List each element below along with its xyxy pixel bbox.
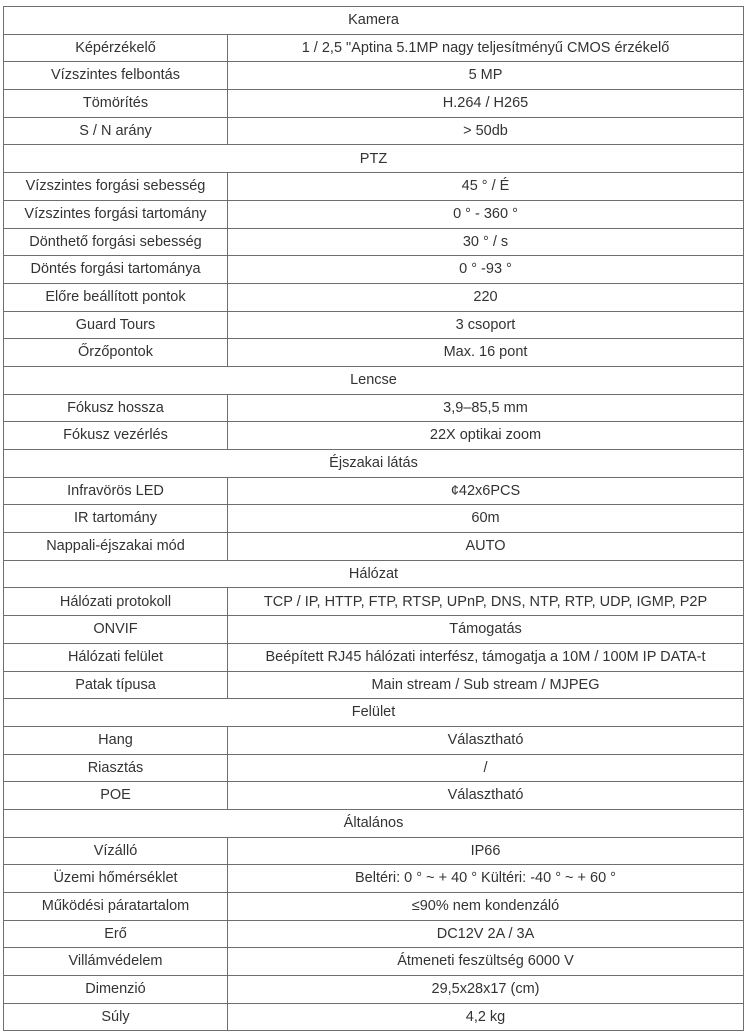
spec-row [4, 643, 744, 671]
section-header-row [4, 7, 744, 35]
spec-label: Patak típusa [4, 671, 228, 699]
section-title: Éjszakai látás [4, 450, 744, 478]
spec-label: Dönthető forgási sebesség [4, 228, 228, 256]
spec-row [4, 34, 744, 62]
section-title: Lencse [4, 366, 744, 394]
spec-row [4, 422, 744, 450]
spec-row [4, 616, 744, 644]
spec-value: 60m [228, 505, 744, 533]
spec-row [4, 200, 744, 228]
spec-value: Választható [228, 782, 744, 810]
section-title: PTZ [4, 145, 744, 173]
spec-label: Hálózati protokoll [4, 588, 228, 616]
spec-label: Riasztás [4, 754, 228, 782]
spec-row [4, 588, 744, 616]
spec-value: 3 csoport [228, 311, 744, 339]
spec-value: ¢42x6PCS [228, 477, 744, 505]
spec-label: Döntés forgási tartománya [4, 256, 228, 284]
spec-row [4, 339, 744, 367]
spec-row [4, 754, 744, 782]
spec-value: Main stream / Sub stream / MJPEG [228, 671, 744, 699]
spec-row [4, 311, 744, 339]
spec-label: Dimenzió [4, 976, 228, 1004]
spec-row [4, 726, 744, 754]
spec-value: Választható [228, 726, 744, 754]
section-header-row [4, 809, 744, 837]
spec-row [4, 1003, 744, 1031]
spec-row [4, 782, 744, 810]
section-title: Kamera [4, 7, 744, 35]
spec-label: Fókusz hossza [4, 394, 228, 422]
spec-row [4, 505, 744, 533]
section-header-row [4, 366, 744, 394]
spec-value: ≤90% nem kondenzáló [228, 893, 744, 921]
spec-label: Infravörös LED [4, 477, 228, 505]
spec-value: 0 ° -93 ° [228, 256, 744, 284]
spec-value: 45 ° / É [228, 173, 744, 201]
spec-table-body [4, 7, 744, 1031]
spec-table [3, 6, 744, 1031]
spec-value: 4,2 kg [228, 1003, 744, 1031]
spec-value: TCP / IP, HTTP, FTP, RTSP, UPnP, DNS, NTP, RTP, UDP, IGMP, P2P [228, 588, 744, 616]
section-title: Felület [4, 699, 744, 727]
spec-label: S / N arány [4, 117, 228, 145]
spec-value: 3,9–85,5 mm [228, 394, 744, 422]
spec-label: Őrzőpontok [4, 339, 228, 367]
spec-value: 0 ° - 360 ° [228, 200, 744, 228]
spec-row [4, 62, 744, 90]
spec-row [4, 893, 744, 921]
spec-label: Erő [4, 920, 228, 948]
spec-value: 1 / 2,5 "Aptina 5.1MP nagy teljesítményű CMOS érzékelő [228, 34, 744, 62]
section-header-row [4, 560, 744, 588]
section-title: Hálózat [4, 560, 744, 588]
spec-row [4, 920, 744, 948]
spec-row [4, 865, 744, 893]
section-header-row [4, 699, 744, 727]
spec-row [4, 117, 744, 145]
spec-value: 22X optikai zoom [228, 422, 744, 450]
spec-value: Átmeneti feszültség 6000 V [228, 948, 744, 976]
spec-label: Üzemi hőmérséklet [4, 865, 228, 893]
spec-label: Tömörítés [4, 90, 228, 118]
section-header-row [4, 450, 744, 478]
spec-label: Előre beállított pontok [4, 283, 228, 311]
spec-value: > 50db [228, 117, 744, 145]
spec-row [4, 837, 744, 865]
spec-label: IR tartomány [4, 505, 228, 533]
spec-label: ONVIF [4, 616, 228, 644]
spec-value: DC12V 2A / 3A [228, 920, 744, 948]
spec-row [4, 283, 744, 311]
spec-value: Beltéri: 0 ° ~ + 40 ° Kültéri: -40 ° ~ + 60 ° [228, 865, 744, 893]
spec-row [4, 671, 744, 699]
spec-value: Beépített RJ45 hálózati interfész, támogatja a 10M / 100M IP DATA-t [228, 643, 744, 671]
spec-row [4, 256, 744, 284]
spec-row [4, 477, 744, 505]
spec-value: Max. 16 pont [228, 339, 744, 367]
spec-value: IP66 [228, 837, 744, 865]
section-header-row [4, 145, 744, 173]
spec-label: Vízszintes felbontás [4, 62, 228, 90]
spec-value: 30 ° / s [228, 228, 744, 256]
spec-label: POE [4, 782, 228, 810]
spec-label: Hang [4, 726, 228, 754]
spec-value: AUTO [228, 533, 744, 561]
spec-row [4, 948, 744, 976]
spec-value: 5 MP [228, 62, 744, 90]
spec-row [4, 533, 744, 561]
spec-row [4, 173, 744, 201]
section-title: Általános [4, 809, 744, 837]
spec-row [4, 976, 744, 1004]
spec-row [4, 394, 744, 422]
spec-row [4, 90, 744, 118]
spec-label: Nappali-éjszakai mód [4, 533, 228, 561]
spec-value: 220 [228, 283, 744, 311]
spec-label: Villámvédelem [4, 948, 228, 976]
spec-label: Vízszintes forgási tartomány [4, 200, 228, 228]
spec-label: Vízálló [4, 837, 228, 865]
spec-value: 29,5x28x17 (cm) [228, 976, 744, 1004]
spec-row [4, 228, 744, 256]
spec-label: Vízszintes forgási sebesség [4, 173, 228, 201]
spec-label: Hálózati felület [4, 643, 228, 671]
spec-value: / [228, 754, 744, 782]
spec-value: H.264 / H265 [228, 90, 744, 118]
spec-label: Képérzékelő [4, 34, 228, 62]
spec-label: Súly [4, 1003, 228, 1031]
spec-label: Működési páratartalom [4, 893, 228, 921]
spec-value: Támogatás [228, 616, 744, 644]
spec-label: Fókusz vezérlés [4, 422, 228, 450]
spec-label: Guard Tours [4, 311, 228, 339]
